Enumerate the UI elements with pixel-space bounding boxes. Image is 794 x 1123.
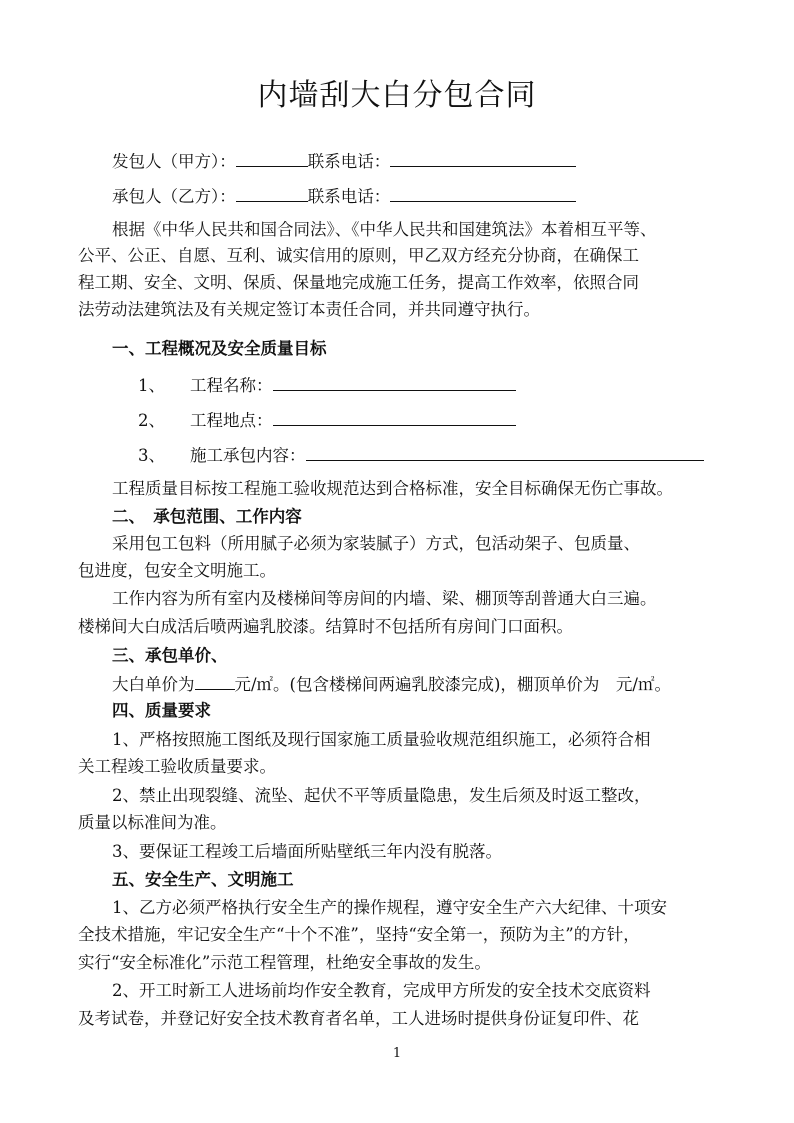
section-5-heading: 五、安全生产、文明施工 bbox=[112, 870, 294, 889]
party-a-blank[interactable] bbox=[236, 150, 308, 167]
party-b-phone-label: 联系电话： bbox=[307, 187, 391, 206]
project-location-blank[interactable] bbox=[273, 409, 516, 426]
paragraph-line: 包进度，包安全文明施工。 bbox=[78, 561, 276, 580]
paragraph-line: 全技术措施，牢记安全生产“十个不准”，坚持“安全第一，预防为主”的方针， bbox=[78, 925, 640, 944]
intro-line: 程工期、安全、文明、保质、保量地完成施工任务，提高工作效率，依照合同 bbox=[78, 273, 639, 292]
unit-price-blank[interactable] bbox=[195, 673, 235, 690]
project-name-label: 工程名称： bbox=[190, 376, 273, 395]
party-a-label: 发包人（甲方）： bbox=[112, 152, 236, 171]
section-3-heading: 三、承包单价、 bbox=[112, 646, 228, 665]
paragraph-line: 工作内容为所有室内及楼梯间等房间的内墙、梁、棚顶等刮普通大白三遍。 bbox=[112, 589, 657, 608]
unit-price-row bbox=[112, 673, 752, 695]
party-b-phone-blank[interactable] bbox=[390, 185, 576, 202]
project-location-row bbox=[138, 409, 778, 431]
party-b-row bbox=[112, 185, 752, 207]
section-4-heading: 四、质量要求 bbox=[112, 701, 211, 720]
page-number: 1 bbox=[392, 1046, 402, 1061]
intro-line: 法劳动法建筑法及有关规定签订本责任合同，并共同遵守执行。 bbox=[78, 300, 540, 319]
intro-line: 根据《中华人民共和国合同法》、《中华人民共和国建筑法》本着相互平等、 bbox=[112, 220, 657, 239]
party-a-phone-blank[interactable] bbox=[390, 150, 576, 167]
section-1-heading: 一、工程概况及安全质量目标 bbox=[112, 339, 327, 358]
paragraph-line: 及考试卷，并登记好安全技术教育者名单，工人进场时提供身份证复印件、花 bbox=[78, 1009, 639, 1028]
section-2-heading: 二、 承包范围、工作内容 bbox=[112, 507, 302, 526]
party-a-phone-label: 联系电话： bbox=[307, 152, 391, 171]
paragraph-line: 楼梯间大白成活后喷两遍乳胶漆。结算时不包括所有房间门口面积。 bbox=[78, 617, 573, 636]
party-b-blank[interactable] bbox=[236, 185, 308, 202]
paragraph-line: 采用包工包料（所用腻子必须为家装腻子）方式，包活动架子、包质量、 bbox=[112, 534, 640, 553]
party-a-row bbox=[112, 150, 752, 172]
quality-goal: 工程质量目标按工程施工验收规范达到合格标准，安全目标确保无伤亡事故。 bbox=[112, 479, 673, 498]
item-number: 1、 bbox=[138, 376, 165, 395]
paragraph-line: 1、乙方必须严格执行安全生产的操作规程，遵守安全生产六大纪律、十项安 bbox=[112, 898, 667, 917]
paragraph-line: 质量以标准间为准。 bbox=[78, 813, 227, 832]
project-location-label: 工程地点： bbox=[190, 411, 273, 430]
document-title: 内墙刮大白分包合同 bbox=[257, 78, 537, 113]
party-b-label: 承包人（乙方）： bbox=[112, 187, 236, 206]
intro-line: 公平、公正、自愿、互利、诚实信用的原则，甲乙双方经充分协商，在确保工 bbox=[78, 246, 639, 265]
contract-content-blank[interactable] bbox=[306, 444, 704, 461]
paragraph-line: 2、开工时新工人进场前均作安全教育，完成甲方所发的安全技术交底资料 bbox=[112, 981, 651, 1000]
unit-price-prefix: 大白单价为 bbox=[112, 675, 195, 694]
item-number: 3、 bbox=[138, 446, 165, 465]
paragraph-line: 1、严格按照施工图纸及现行国家施工质量验收规范组织施工，必须符合相 bbox=[112, 730, 651, 749]
paragraph-line: 3、要保证工程竣工后墙面所贴壁纸三年内没有脱落。 bbox=[112, 842, 502, 861]
paragraph-line: 关工程竣工验收质量要求。 bbox=[78, 757, 276, 776]
unit-price-suffix: 元/㎡。(包含楼梯间两遍乳胶漆完成)，棚顶单价为 元/㎡。 bbox=[234, 675, 671, 694]
project-name-blank[interactable] bbox=[273, 374, 516, 391]
contract-content-label: 施工承包内容： bbox=[190, 446, 306, 465]
item-number: 2、 bbox=[138, 411, 165, 430]
paragraph-line: 实行“安全标准化”示范工程管理，杜绝安全事故的发生。 bbox=[78, 953, 491, 972]
paragraph-line: 2、禁止出现裂缝、流坠、起伏不平等质量隐患，发生后须及时返工整改， bbox=[112, 786, 651, 805]
contract-content-row bbox=[138, 444, 778, 466]
project-name-row bbox=[138, 374, 778, 396]
